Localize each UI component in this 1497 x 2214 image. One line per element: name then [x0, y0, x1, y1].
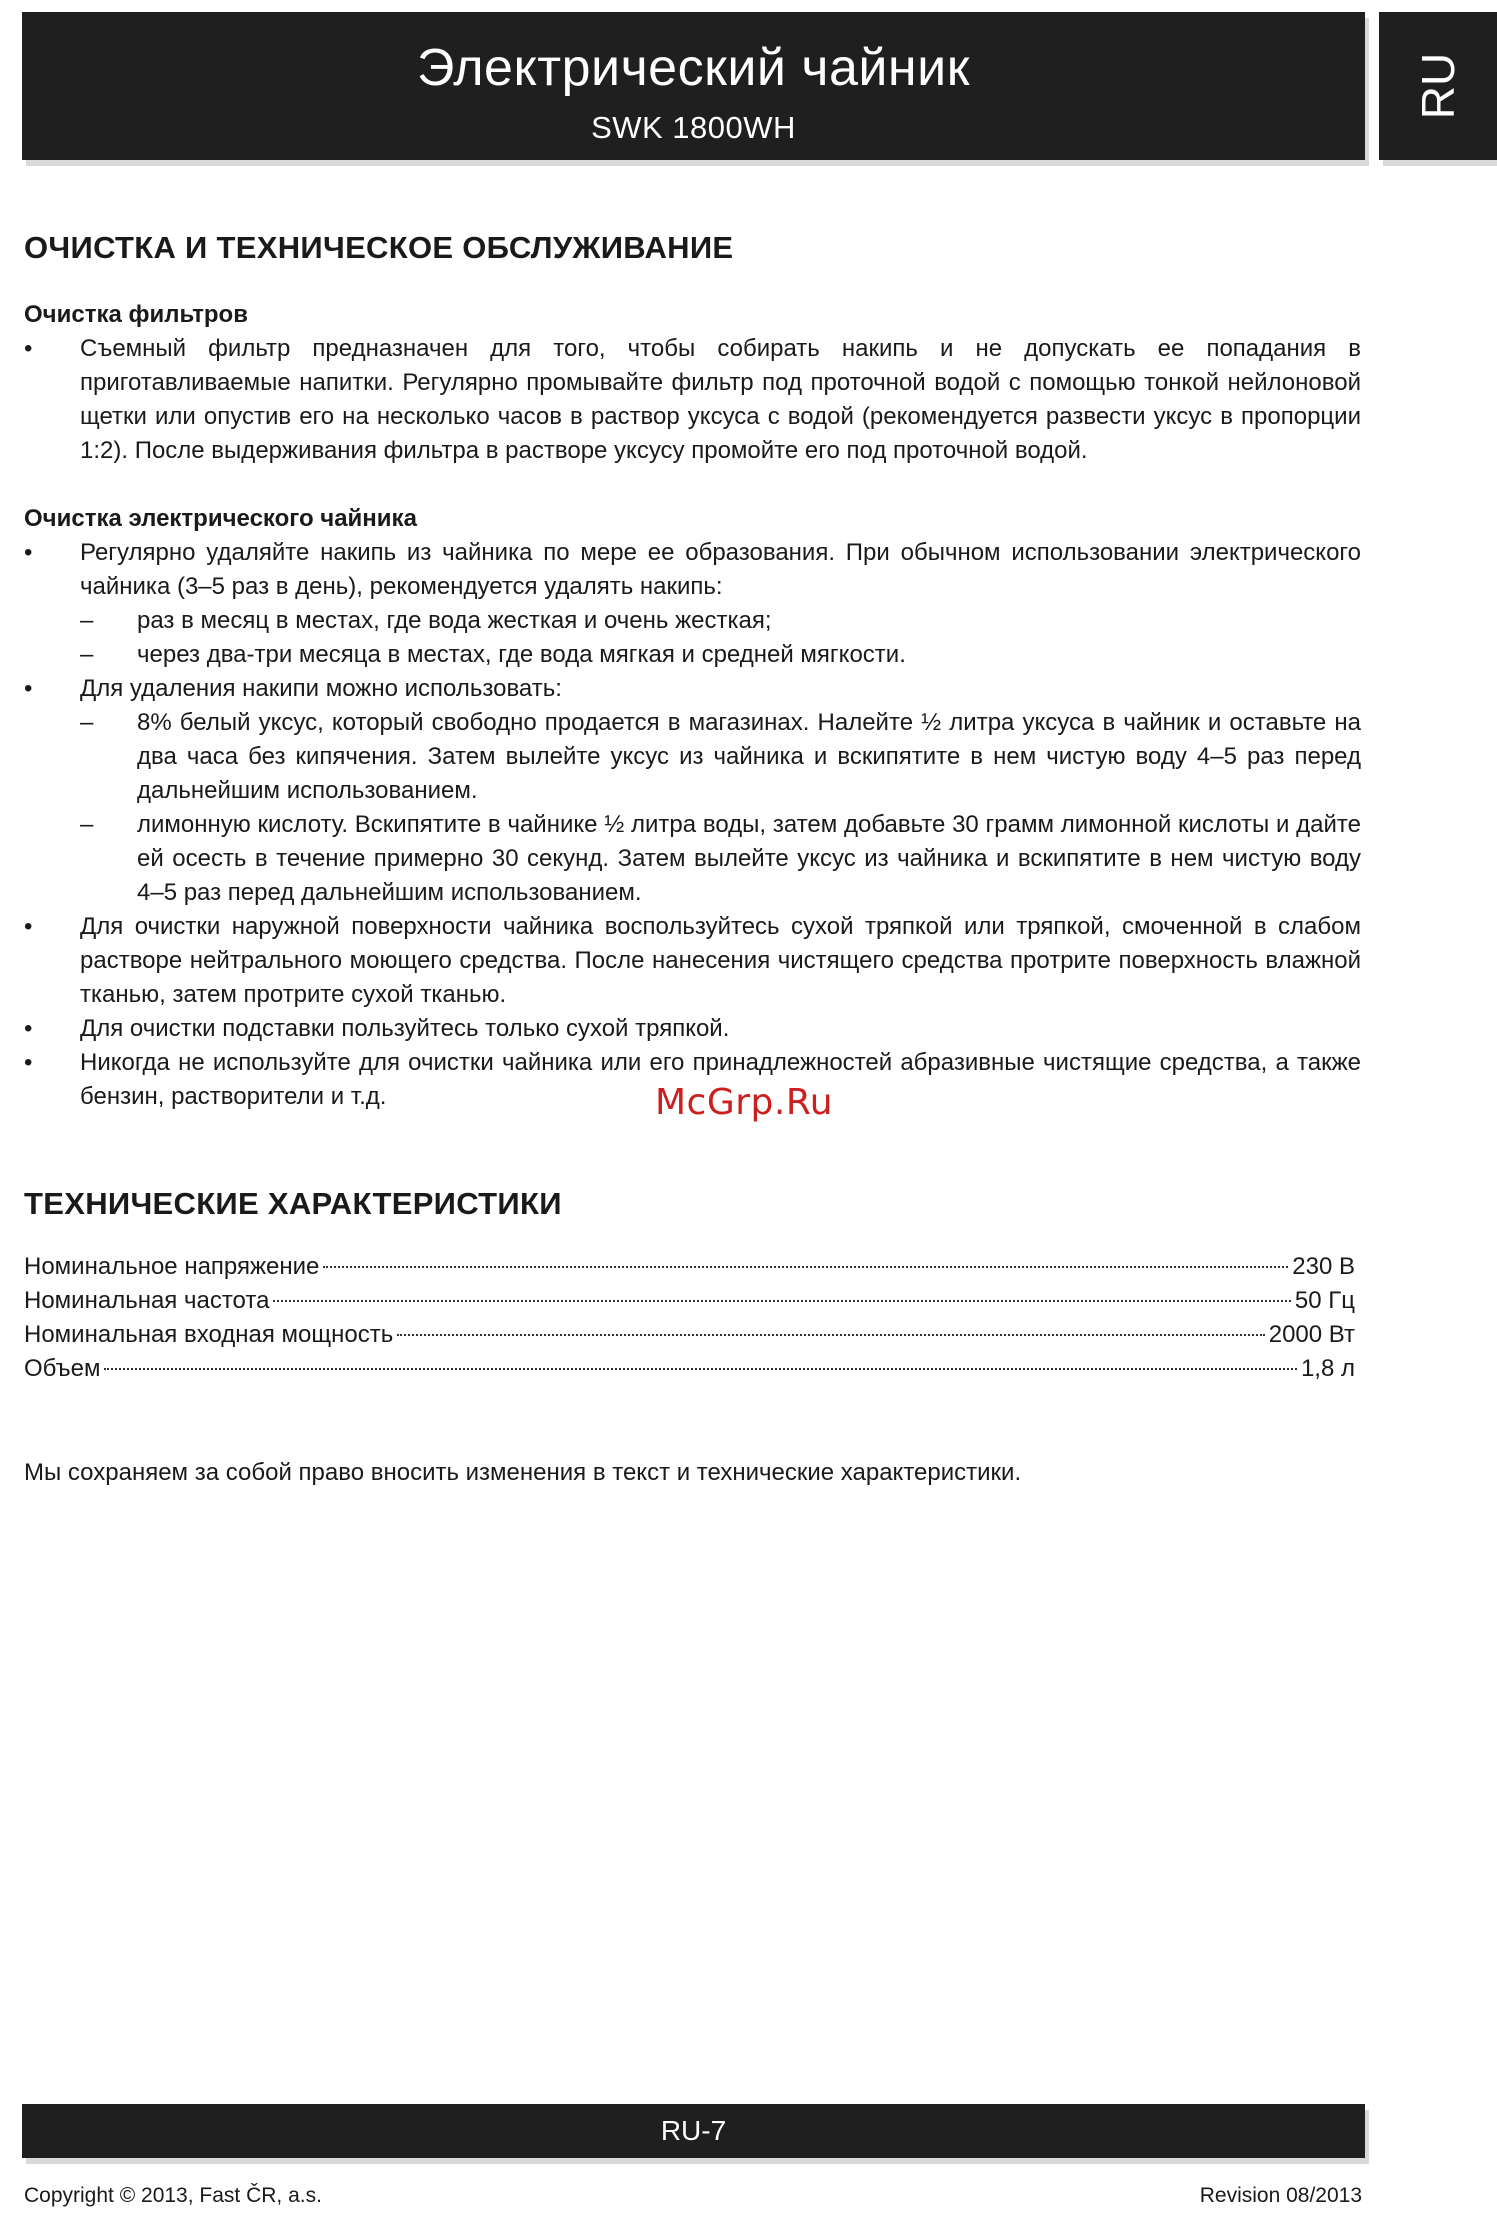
spec-value: 50 Гц [1294, 1287, 1355, 1314]
spec-value: 1,8 л [1300, 1355, 1355, 1382]
spec-label: Номинальная входная мощность [24, 1321, 394, 1348]
sub-list-item: – лимонную кислоту. Вскипятите в чайнике ½ литра воды, затем добавьте 30 грамм лимонной кислоты и дайте ей осесть в течение примерно 30 секунд. Затем вылейте уксус из чайника и вскипятите в нем чистую воду 4–5 раз перед дальнейшим использованием. [80, 808, 1361, 910]
specs-section-title: ТЕХНИЧЕСКИЕ ХАРАКТЕРИСТИКИ [24, 1186, 562, 1221]
page-content [24, 230, 1361, 1490]
list-item: • Для очистки наружной поверхности чайника воспользуйтесь сухой тряпкой или тряпкой, смоченной в слабом растворе нейтрального моющего средства. После нанесения чистящего средства протрите поверхность влажной тканью, затем протрите сухой тканью. [24, 910, 1361, 1012]
kettle-subtitle: Очистка электрического чайника [24, 505, 417, 532]
copyright-text: Copyright © 2013, Fast ČR, a.s. [24, 2184, 322, 2207]
list-item [24, 672, 1361, 910]
spec-value: 230 В [1292, 1253, 1355, 1280]
page-number: RU-7 [660, 2115, 727, 2146]
dot-leader [397, 1334, 1265, 1336]
disclaimer: Мы сохраняем за собой право вносить изменения в текст и технические характеристики. [24, 1459, 1022, 1486]
dot-leader [104, 1368, 1296, 1370]
cleaning-section-title: ОЧИСТКА И ТЕХНИЧЕСКОЕ ОБСЛУЖИВАНИЕ [24, 230, 734, 265]
list-item: • Для очистки подставки пользуйтесь только сухой тряпкой. [24, 1012, 1361, 1046]
descaling-agents-list [80, 706, 1361, 910]
list-item [24, 536, 1361, 672]
spec-label: Объем [24, 1355, 101, 1382]
footer-bar [22, 2104, 1365, 2158]
spec-label: Номинальное напряжение [24, 1253, 320, 1280]
kettle-cleaning-list [24, 536, 1361, 1114]
dot-leader [323, 1266, 1288, 1268]
specs-table [24, 1250, 1361, 1386]
list-item: • Съемный фильтр предназначен для того, чтобы собирать накипь и не допускать ее попадания в приготавливаемые напитки. Регулярно промывайте фильтр под проточной водой с помощью тонкой нейлоновой щетки или опустив его на несколько часов в раствор уксуса с водой (рекомендуется развести уксус в пропорции 1:2). После выдерживания фильтра в растворе уксусу промойте его под проточной водой. [24, 332, 1361, 468]
spec-row [24, 1352, 1355, 1386]
descaling-frequency-list [80, 604, 1361, 672]
spec-row [24, 1284, 1355, 1318]
list-item-text: Для удаления накипи можно использовать: [80, 675, 562, 702]
spec-label: Номинальная частота [24, 1287, 270, 1314]
revision-text: Revision 08/2013 [1199, 2184, 1362, 2207]
filters-subtitle: Очистка фильтров [24, 301, 248, 328]
document-title: Электрический чайник [417, 39, 970, 97]
filters-list [24, 332, 1361, 468]
page-header [22, 12, 1365, 160]
dot-leader [273, 1300, 1290, 1302]
model-number: SWK 1800WH [591, 110, 796, 145]
language-label: RU [1412, 52, 1464, 120]
watermark: McGrp.Ru [655, 1082, 834, 1123]
spec-row [24, 1318, 1355, 1352]
list-item: • Никогда не используйте для очистки чайника или его принадлежностей абразивные чистящие средства, а также бензин, растворители и т.д. [24, 1046, 1361, 1114]
sub-list-item: – через два-три месяца в местах, где вода мягкая и средней мягкости. [80, 638, 1361, 672]
list-item-text: Регулярно удаляйте накипь из чайника по мере ее образования. При обычном использовании электрического чайника (3–5 раз в день), рекомендуется удалять накипь: [80, 539, 1361, 600]
sub-list-item: – раз в месяц в местах, где вода жесткая и очень жесткая; [80, 604, 1361, 638]
spec-value: 2000 Вт [1268, 1321, 1355, 1348]
spec-row [24, 1250, 1355, 1284]
sub-list-item: – 8% белый уксус, который свободно продается в магазинах. Налейте ½ литра уксуса в чайник и оставьте на два часа без кипячения. Затем вылейте уксус из чайника и вскипятите в нем чистую воду 4–5 раз перед дальнейшим использованием. [80, 706, 1361, 808]
language-tab [1379, 12, 1497, 160]
